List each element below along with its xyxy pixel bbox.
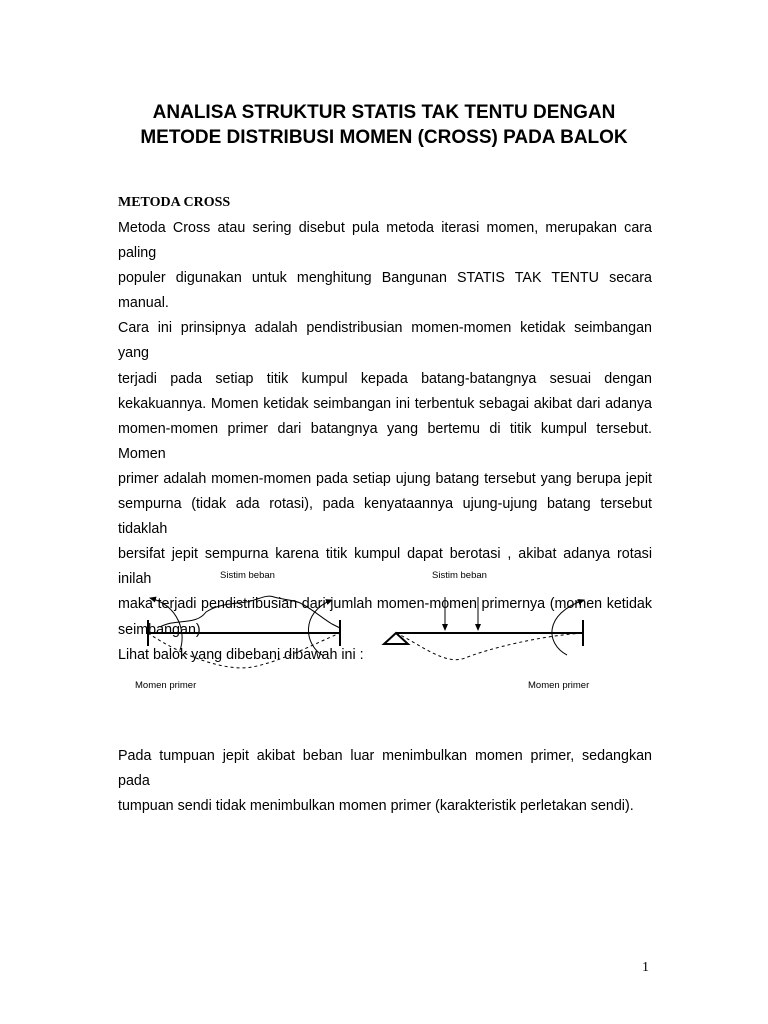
deflection-curve	[148, 633, 340, 668]
section-heading: METODA CROSS	[118, 195, 231, 210]
page-number: 1	[642, 960, 649, 975]
document-title	[0, 100, 768, 150]
paragraph-line: Pada tumpuan jepit akibat beban luar menimbulkan momen primer, sedangkan pada	[118, 748, 652, 790]
right-load-label: Sistim beban	[432, 570, 487, 581]
paragraph-line: kekakuannya. Momen ketidak seimbangan ini terbentuk sebagai akibat dari adanya	[118, 395, 652, 412]
pinned-fixed-beam-diagram	[384, 597, 584, 660]
title-line-2: METODE DISTRIBUSI MOMEN (CROSS) PADA BALOK	[140, 127, 628, 148]
paragraph-line: Lihat balok yang dibebani dibawah ini :	[118, 646, 364, 663]
paragraph-line: maka terjadi pendistribusian dari jumlah momen-momen primernya (momen ketidak	[118, 596, 652, 613]
paragraph-line: terjadi pada setiap titik kumpul kepada batang-batangnya sesuai dengan	[118, 370, 652, 387]
distributed-load-curve	[160, 596, 340, 628]
paragraph-line: populer digunakan untuk menghitung Bangunan STATIS TAK TENTU secara manual.	[118, 270, 652, 312]
title-line-1: ANALISA STRUKTUR STATIS TAK TENTU DENGAN	[152, 102, 616, 123]
pin-support	[384, 633, 408, 644]
paragraph-line: primer adalah momen-momen pada setiap ujung batang tersebut yang berupa jepit	[118, 470, 652, 487]
fixed-beam-diagram	[148, 596, 340, 668]
paragraph-line: Metoda Cross atau sering disebut pula metoda iterasi momen, merupakan cara paling	[118, 220, 652, 262]
right-moment-label: Momen primer	[528, 680, 590, 691]
paragraph-line: tumpuan sendi tidak menimbulkan momen primer (karakteristik perletakan sendi).	[118, 798, 634, 815]
left-moment-label: Momen primer	[135, 680, 197, 691]
right-moment-arrow	[552, 600, 584, 655]
paragraph-line: momen-momen primer dari batangnya yang bertemu di titik kumpul tersebut. Momen	[118, 420, 652, 462]
deflection-curve	[396, 633, 583, 660]
conclusion-paragraph	[118, 744, 652, 819]
beam-figure	[0, 560, 768, 700]
right-moment-arrow	[308, 600, 332, 656]
paragraph-line: sempurna (tidak ada rotasi), pada kenyataannya ujung-ujung batang tersebut tidaklah	[118, 496, 652, 538]
paragraph-line: bersifat jepit sempurna karena titik kumpul dapat berotasi , akibat adanya rotasi inilah	[118, 546, 652, 588]
left-load-label: Sistim beban	[220, 570, 275, 581]
paragraph-line: seimbangan).	[118, 621, 205, 638]
beam-diagrams	[0, 560, 768, 700]
paragraph-line: Cara ini prinsipnya adalah pendistribusian momen-momen ketidak seimbangan yang	[118, 320, 652, 362]
